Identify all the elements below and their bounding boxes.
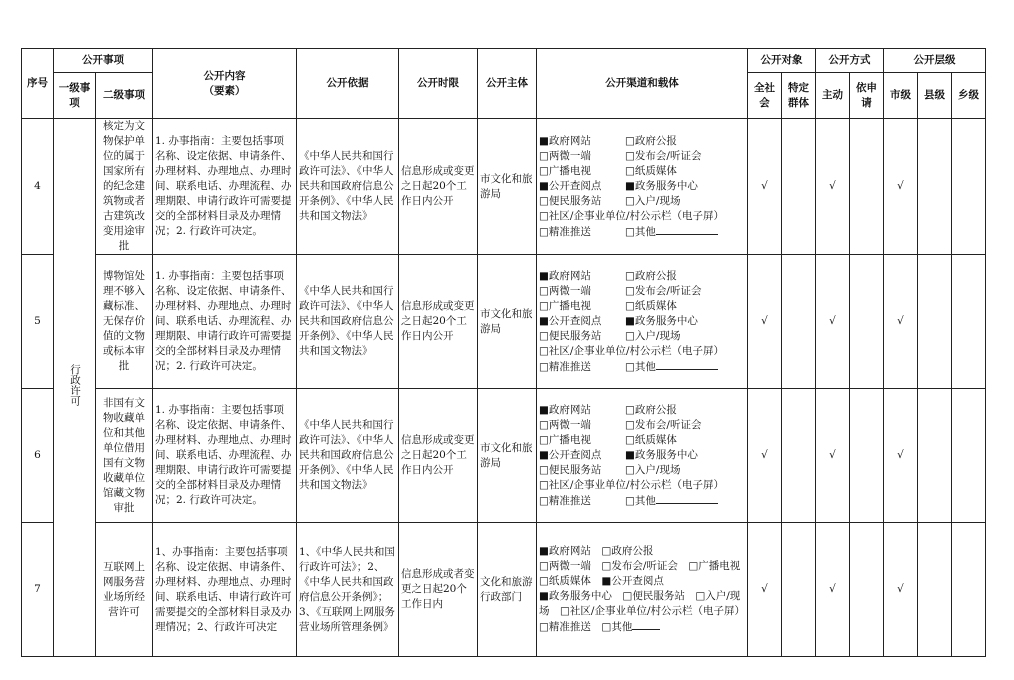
channel-line: ■政务服务中心 □便民服务站 □入户/现场 □社区/企事业单位/村公示栏（电子屏） — [539, 590, 745, 617]
channel-other-label: □其他 — [625, 494, 656, 507]
header-method: 公开方式 — [816, 49, 884, 73]
row-subject: 市文化和旅游局 — [478, 119, 537, 255]
row-level-county — [918, 255, 952, 389]
channel-gov-website: ■政府网站 — [539, 403, 591, 416]
channel-public-reading-point: ■公开查阅点 — [539, 448, 602, 461]
row-level-county — [918, 523, 952, 657]
header-subject: 公开主体 — [478, 49, 537, 119]
channel-line: ■政府网站 □政府公报 — [539, 545, 654, 557]
header-content-line1: 公开内容 — [203, 69, 246, 82]
row-method-apply — [850, 523, 884, 657]
row-item: 非国有文物收藏单位和其他单位借用国有文物收藏单位馆藏文物审批 — [96, 389, 153, 523]
header-content — [153, 49, 297, 119]
channel-bulletin-board: □社区/企事业单位/村公示栏（电子屏） — [539, 209, 724, 222]
channel-service-center: ■政务服务中心 — [625, 179, 698, 192]
row-level-city: √ — [884, 255, 918, 389]
category-cell — [54, 119, 96, 657]
row-method-apply — [850, 255, 884, 389]
channel-gov-website: ■政府网站 — [539, 134, 591, 147]
row-method-active: √ — [816, 255, 850, 389]
table-row — [22, 389, 986, 523]
row-item: 核定为文物保护单位的属于国家所有的纪念建筑物或者古建筑改变用途审批 — [96, 119, 153, 255]
row-channels — [537, 119, 748, 255]
header-public-item: 公开事项 — [54, 49, 153, 73]
channel-other — [625, 493, 718, 509]
header-level-town: 乡级 — [952, 73, 986, 119]
row-time-limit: 信息形成或者变更之日起20个工作日内 — [399, 523, 478, 657]
channel-targeted-push: □精准推送 — [539, 225, 591, 238]
row-basis: 1、《中华人民共和国行政许可法》；2、《中华人民共和国政府信息公开条例》；3、《互联网上网服务营业场所管理条例》 — [297, 523, 399, 657]
channel-gov-gazette: □政府公报 — [625, 269, 677, 282]
row-method-active: √ — [816, 523, 850, 657]
row-content: 1. 办事指南：主要包括事项名称、设定依据、申请条件、办理材料、办理地点、办理时间、联系电话、办理流程、办理期限、申请行政许可需要提交的全部材料目录及办理情况；2. 行政许可决定。 — [153, 119, 297, 255]
channel-gov-gazette: □政府公报 — [625, 403, 677, 416]
channel-targeted-push: □精准推送 — [539, 494, 591, 507]
row-target-specific — [782, 523, 816, 657]
header-target-all: 全社会 — [748, 73, 782, 119]
row-target-all: √ — [748, 523, 782, 657]
channel-wechat-weibo-app: □两微一端 — [539, 284, 591, 297]
row-content: 1、办事指南：主要包括事项名称、设定依据、申请条件、办理材料、办理地点、办理时间、联系电话、申请行政许可需要提交的全部材料目录及办理情况；2、行政许可决定 — [153, 523, 297, 657]
channel-other — [625, 224, 718, 240]
row-item: 互联网上网服务营业场所经营许可 — [96, 523, 153, 657]
header-level2: 二级事项 — [96, 73, 153, 119]
channel-wechat-weibo-app: □两微一端 — [539, 418, 591, 431]
channel-on-site: □入户/现场 — [625, 329, 681, 342]
channel-service-center: ■政务服务中心 — [625, 448, 698, 461]
channel-press-hearing: □发布会/听证会 — [625, 149, 702, 162]
row-level-county — [918, 119, 952, 255]
row-seq: 5 — [22, 255, 54, 389]
channel-press-hearing: □发布会/听证会 — [625, 284, 702, 297]
channel-line: □两微一端 □发布会/听证会 □广播电视 □纸质媒体 ■公开查阅点 — [539, 560, 751, 587]
row-method-active: √ — [816, 389, 850, 523]
row-target-specific — [782, 255, 816, 389]
table-row — [22, 523, 986, 657]
row-basis: 《中华人民共和国行政许可法》、《中华人民共和国政府信息公开条例》、《中华人民共和国文物法》 — [297, 389, 399, 523]
disclosure-table — [21, 48, 986, 657]
channel-wechat-weibo-app: □两微一端 — [539, 149, 591, 162]
row-target-all: √ — [748, 389, 782, 523]
row-level-city: √ — [884, 389, 918, 523]
header-level-county: 县级 — [918, 73, 952, 119]
row-subject: 市文化和旅游局 — [478, 389, 537, 523]
channel-line-last — [539, 619, 745, 635]
channel-other — [625, 359, 718, 375]
row-time-limit: 信息形成或变更之日起20个工作日内公开 — [399, 389, 478, 523]
row-method-apply — [850, 119, 884, 255]
channel-broadcast-tv: □广播电视 — [539, 164, 591, 177]
channel-bulletin-board: □社区/企事业单位/村公示栏（电子屏） — [539, 478, 724, 491]
channel-press-hearing: □发布会/听证会 — [625, 418, 702, 431]
header-method-active: 主动 — [816, 73, 850, 119]
row-time-limit: 信息形成或变更之日起20个工作日内公开 — [399, 255, 478, 389]
row-target-all: √ — [748, 255, 782, 389]
header-seq: 序号 — [22, 49, 54, 119]
row-target-specific — [782, 119, 816, 255]
channel-gov-website: ■政府网站 — [539, 269, 591, 282]
channel-broadcast-tv: □广播电视 — [539, 299, 591, 312]
channel-convenience-station: □便民服务站 — [539, 463, 602, 476]
channel-line: □精准推送 □其他 — [539, 621, 633, 633]
row-seq: 4 — [22, 119, 54, 255]
header-channel: 公开渠道和载体 — [537, 49, 748, 119]
header-level: 公开层级 — [884, 49, 986, 73]
channel-service-center: ■政务服务中心 — [625, 314, 698, 327]
category-label: 行政许可 — [69, 364, 81, 406]
channel-convenience-station: □便民服务站 — [539, 194, 602, 207]
channel-other-label: □其他 — [625, 360, 656, 373]
channel-public-reading-point: ■公开查阅点 — [539, 314, 602, 327]
row-level-town — [952, 255, 986, 389]
header-level-city: 市级 — [884, 73, 918, 119]
channel-gov-gazette: □政府公报 — [625, 134, 677, 147]
row-channels — [537, 389, 748, 523]
header-content-line2: （要素） — [203, 84, 246, 97]
row-target-all: √ — [748, 119, 782, 255]
channel-public-reading-point: ■公开查阅点 — [539, 179, 602, 192]
channel-print-media: □纸质媒体 — [625, 164, 677, 177]
row-level-city: √ — [884, 523, 918, 657]
channel-broadcast-tv: □广播电视 — [539, 433, 591, 446]
table-row — [22, 255, 986, 389]
row-level-city: √ — [884, 119, 918, 255]
row-subject: 市文化和旅游局 — [478, 255, 537, 389]
row-content: 1. 办事指南：主要包括事项名称、设定依据、申请条件、办理材料、办理地点、办理时间、联系电话、办理流程、办理期限、申请行政许可需要提交的全部材料目录及办理情况；2. 行政许可决定。 — [153, 255, 297, 389]
row-content: 1. 办事指南：主要包括事项名称、设定依据、申请条件、办理材料、办理地点、办理时间、联系电话、办理流程、办理期限、申请行政许可需要提交的全部材料目录及办理情况；2. 行政许可决定。 — [153, 389, 297, 523]
row-seq: 6 — [22, 389, 54, 523]
channel-on-site: □入户/现场 — [625, 463, 681, 476]
row-method-active: √ — [816, 119, 850, 255]
row-level-town — [952, 523, 986, 657]
header-basis: 公开依据 — [297, 49, 399, 119]
row-basis: 《中华人民共和国行政许可法》、《中华人民共和国政府信息公开条例》、《中华人民共和国文物法》 — [297, 119, 399, 255]
channel-bulletin-board: □社区/企事业单位/村公示栏（电子屏） — [539, 344, 724, 357]
header-level1: 一级事项 — [54, 73, 96, 119]
row-level-county — [918, 389, 952, 523]
row-item: 博物馆处理不够入藏标准、无保存价值的文物或标本审批 — [96, 255, 153, 389]
header-time-limit: 公开时限 — [399, 49, 478, 119]
row-channels — [537, 523, 751, 657]
channel-other-label: □其他 — [625, 225, 656, 238]
row-method-apply — [850, 389, 884, 523]
header-method-apply: 依申请 — [850, 73, 884, 119]
channel-on-site: □入户/现场 — [625, 194, 681, 207]
channel-print-media: □纸质媒体 — [625, 433, 677, 446]
channel-targeted-push: □精准推送 — [539, 360, 591, 373]
row-level-town — [952, 119, 986, 255]
header-target: 公开对象 — [748, 49, 816, 73]
channel-print-media: □纸质媒体 — [625, 299, 677, 312]
row-level-town — [952, 389, 986, 523]
table-row — [22, 119, 986, 255]
row-seq: 7 — [22, 523, 54, 657]
row-subject: 文化和旅游行政部门 — [478, 523, 537, 657]
row-target-specific — [782, 389, 816, 523]
channel-convenience-station: □便民服务站 — [539, 329, 602, 342]
row-channels — [537, 255, 748, 389]
row-time-limit: 信息形成或变更之日起20个工作日内公开 — [399, 119, 478, 255]
header-target-specific: 特定群体 — [782, 73, 816, 119]
row-basis: 《中华人民共和国行政许可法》、《中华人民共和国政府信息公开条例》、《中华人民共和国文物法》 — [297, 255, 399, 389]
